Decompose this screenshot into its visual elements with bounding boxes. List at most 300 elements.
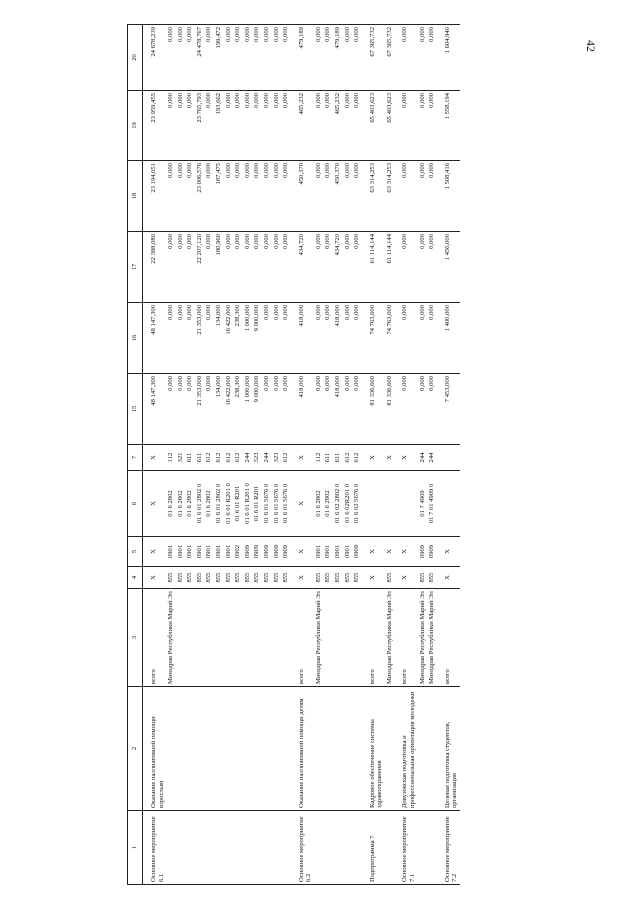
amount-col-19: 0,000 bbox=[185, 91, 195, 161]
amount-col-17: 0,000 bbox=[272, 232, 282, 303]
amount-col-18: 23 194,051 bbox=[143, 161, 167, 232]
rzpr-code: 0901 bbox=[195, 537, 205, 567]
rzpr-code: Х bbox=[362, 537, 385, 567]
amount-col-20: 0,000 bbox=[176, 25, 186, 91]
amount-col-18: 0,000 bbox=[252, 161, 262, 232]
column-header-3: 3 bbox=[128, 589, 143, 687]
amount-col-18: 0,000 bbox=[262, 161, 272, 232]
amount-col-20: 0,000 bbox=[252, 25, 262, 91]
table-row bbox=[314, 25, 324, 885]
event-name bbox=[204, 811, 214, 885]
amount-col-20: 0,000 bbox=[224, 25, 234, 91]
event-description bbox=[418, 687, 428, 811]
csr-code: Х bbox=[291, 471, 314, 537]
amount-col-17: 0,000 bbox=[252, 232, 262, 303]
csr-code: 01 6 2802 bbox=[185, 471, 195, 537]
amount-col-19: 465,232 bbox=[333, 91, 343, 161]
rzpr-code: 0909 bbox=[252, 537, 262, 567]
amount-col-18: 187,475 bbox=[214, 161, 224, 232]
executor bbox=[281, 589, 291, 687]
amount-col-19: 0,000 bbox=[352, 91, 362, 161]
table-row bbox=[343, 25, 353, 885]
amount-col-20: 1 604,940 bbox=[437, 25, 460, 91]
rzpr-code: 0909 bbox=[427, 537, 437, 567]
column-header-20: 20 bbox=[128, 25, 143, 91]
event-name bbox=[224, 811, 234, 885]
amount-col-15: 134,000 bbox=[214, 374, 224, 445]
amount-col-17: 61 114,144 bbox=[362, 232, 385, 303]
csr-code: 01 6 01 5676 0 bbox=[272, 471, 282, 537]
executor: Минздрав Республики Марий Эл bbox=[418, 589, 428, 687]
amount-col-16: 1 400,000 bbox=[437, 303, 460, 374]
amount-col-16: 0,000 bbox=[418, 303, 428, 374]
amount-col-18: 0,000 bbox=[427, 161, 437, 232]
executor bbox=[176, 589, 186, 687]
table-row bbox=[214, 25, 224, 885]
amount-col-15: 0,000 bbox=[204, 374, 214, 445]
event-name bbox=[323, 811, 333, 885]
event-description: Кадровое обеспечение системы здравоохранения bbox=[362, 687, 385, 811]
csr-code: 01 6 2802 bbox=[166, 471, 176, 537]
amount-col-16: 418,000 bbox=[333, 303, 343, 374]
amount-col-15: 9 000,000 bbox=[252, 374, 262, 445]
amount-col-17: 22 207,120 bbox=[195, 232, 205, 303]
amount-col-15: 0,000 bbox=[314, 374, 324, 445]
grbs-code: Х bbox=[437, 567, 460, 589]
event-description bbox=[262, 687, 272, 811]
amount-col-15: 238,300 bbox=[233, 374, 243, 445]
event-name bbox=[418, 811, 428, 885]
amount-col-15: 0,000 bbox=[176, 374, 186, 445]
amount-col-17: 0,000 bbox=[418, 232, 428, 303]
amount-col-15: 0,000 bbox=[323, 374, 333, 445]
amount-col-16: 418,000 bbox=[291, 303, 314, 374]
event-description bbox=[233, 687, 243, 811]
table-row bbox=[291, 25, 314, 885]
amount-col-19: 23 959,455 bbox=[143, 91, 167, 161]
amount-col-18: 450,370 bbox=[291, 161, 314, 232]
amount-col-15: 0,000 bbox=[427, 374, 437, 445]
event-name bbox=[233, 811, 243, 885]
amount-col-15: 0,000 bbox=[418, 374, 428, 445]
vr-code: Х bbox=[362, 445, 385, 471]
rzpr-code: 0901 bbox=[204, 537, 214, 567]
column-header-5: 5 bbox=[128, 537, 143, 567]
amount-col-17: 0,000 bbox=[185, 232, 195, 303]
amount-col-19: 0,000 bbox=[281, 91, 291, 161]
budget-table bbox=[127, 24, 460, 885]
amount-col-20: 0,000 bbox=[418, 25, 428, 91]
amount-col-16: 48 147,300 bbox=[143, 303, 167, 374]
grbs-code: 855 bbox=[272, 567, 282, 589]
grbs-code: 855 bbox=[333, 567, 343, 589]
amount-col-20: 479,189 bbox=[333, 25, 343, 91]
grbs-code: Х bbox=[362, 567, 385, 589]
event-name bbox=[185, 811, 195, 885]
executor bbox=[272, 589, 282, 687]
amount-col-15: 0,000 bbox=[394, 374, 417, 445]
amount-col-19: 0,000 bbox=[204, 91, 214, 161]
vr-code: 612 bbox=[214, 445, 224, 471]
table-row bbox=[281, 25, 291, 885]
csr-code: 01 6 2802 bbox=[176, 471, 186, 537]
event-description: Оказание паллиативной помощи детям bbox=[291, 687, 314, 811]
column-header-7: 7 bbox=[128, 445, 143, 471]
vr-code: 612 bbox=[352, 445, 362, 471]
amount-col-19: 0,000 bbox=[343, 91, 353, 161]
grbs-code: 855 bbox=[185, 567, 195, 589]
grbs-code: 855 bbox=[195, 567, 205, 589]
executor: Минздрав Республики Марий Эл bbox=[427, 589, 437, 687]
executor bbox=[343, 589, 353, 687]
amount-col-18: 0,000 bbox=[233, 161, 243, 232]
amount-col-15: 81 336,600 bbox=[362, 374, 385, 445]
csr-code bbox=[362, 471, 385, 537]
vr-code: 612 bbox=[204, 445, 214, 471]
amount-col-18: 0,000 bbox=[272, 161, 282, 232]
event-name bbox=[352, 811, 362, 885]
column-header-4: 4 bbox=[128, 567, 143, 589]
amount-col-19: 0,000 bbox=[394, 91, 417, 161]
column-header-18: 18 bbox=[128, 161, 143, 232]
table-row bbox=[333, 25, 343, 885]
table-row bbox=[362, 25, 385, 885]
rzpr-code: 0909 bbox=[262, 537, 272, 567]
grbs-code: 855 bbox=[352, 567, 362, 589]
amount-col-16: 0,000 bbox=[204, 303, 214, 374]
amount-col-19: 465,232 bbox=[291, 91, 314, 161]
table-body bbox=[143, 25, 460, 885]
executor bbox=[352, 589, 362, 687]
grbs-code: 855 bbox=[204, 567, 214, 589]
column-header-15: 15 bbox=[128, 374, 143, 445]
vr-code: Х bbox=[143, 445, 167, 471]
csr-code: 01 6 01 2802 0 bbox=[214, 471, 224, 537]
amount-col-18: 0,000 bbox=[185, 161, 195, 232]
amount-col-16: 238,300 bbox=[233, 303, 243, 374]
executor bbox=[252, 589, 262, 687]
vr-code: 323 bbox=[252, 445, 262, 471]
vr-code: 612 bbox=[233, 445, 243, 471]
amount-col-17: 180,960 bbox=[214, 232, 224, 303]
amount-col-19: 65 403,623 bbox=[385, 91, 395, 161]
amount-col-19: 193,662 bbox=[214, 91, 224, 161]
executor bbox=[243, 589, 253, 687]
grbs-code: 855 bbox=[224, 567, 234, 589]
event-description: Оказание паллиативной помощи взрослым bbox=[143, 687, 167, 811]
event-name bbox=[272, 811, 282, 885]
amount-col-17: 0,000 bbox=[323, 232, 333, 303]
event-description: Довузовская подготовка и профессиональная ориентация молодежи bbox=[394, 687, 417, 811]
amount-col-17: 434,720 bbox=[333, 232, 343, 303]
event-description bbox=[224, 687, 234, 811]
amount-col-16: 0,000 bbox=[176, 303, 186, 374]
event-name bbox=[252, 811, 262, 885]
column-header-1: 1 bbox=[128, 811, 143, 885]
amount-col-20: 479,189 bbox=[291, 25, 314, 91]
event-name: Основное мероприятие 6.1 bbox=[143, 811, 167, 885]
amount-col-20: 0,000 bbox=[272, 25, 282, 91]
vr-code: 321 bbox=[176, 445, 186, 471]
rzpr-code: Х bbox=[437, 537, 460, 567]
amount-col-17: 0,000 bbox=[204, 232, 214, 303]
rzpr-code: 0901 bbox=[323, 537, 333, 567]
amount-col-20: 0,000 bbox=[185, 25, 195, 91]
amount-col-17: 0,000 bbox=[233, 232, 243, 303]
amount-col-17: 0,000 bbox=[281, 232, 291, 303]
amount-col-16: 0,000 bbox=[343, 303, 353, 374]
event-description bbox=[427, 687, 437, 811]
amount-col-20: 0,000 bbox=[233, 25, 243, 91]
amount-col-15: 0,000 bbox=[166, 374, 176, 445]
column-header-19: 19 bbox=[128, 91, 143, 161]
vr-code: 611 bbox=[333, 445, 343, 471]
event-name bbox=[333, 811, 343, 885]
amount-col-20: 0,000 bbox=[243, 25, 253, 91]
rzpr-code: 0909 bbox=[272, 537, 282, 567]
table-row bbox=[437, 25, 460, 885]
grbs-code: 855 bbox=[385, 567, 395, 589]
executor: всего bbox=[394, 589, 417, 687]
rzpr-code: Х bbox=[143, 537, 167, 567]
amount-col-19: 0,000 bbox=[233, 91, 243, 161]
amount-col-19: 0,000 bbox=[418, 91, 428, 161]
amount-col-17: 0,000 bbox=[176, 232, 186, 303]
table-row bbox=[385, 25, 395, 885]
column-header-17: 17 bbox=[128, 232, 143, 303]
amount-col-18: 63 314,253 bbox=[385, 161, 395, 232]
executor bbox=[214, 589, 224, 687]
amount-col-17: 0,000 bbox=[262, 232, 272, 303]
amount-col-17: 434,720 bbox=[291, 232, 314, 303]
vr-code: 112 bbox=[314, 445, 324, 471]
amount-col-18: 0,000 bbox=[224, 161, 234, 232]
rzpr-code: 0901 bbox=[343, 537, 353, 567]
amount-col-20: 0,000 bbox=[394, 25, 417, 91]
amount-col-17: 61 114,144 bbox=[385, 232, 395, 303]
table-row bbox=[204, 25, 214, 885]
rzpr-code: 0901 bbox=[333, 537, 343, 567]
event-description bbox=[252, 687, 262, 811]
executor bbox=[323, 589, 333, 687]
event-description bbox=[352, 687, 362, 811]
amount-col-18: 23 006,576 bbox=[195, 161, 205, 232]
grbs-code: 855 bbox=[314, 567, 324, 589]
table-row bbox=[233, 25, 243, 885]
amount-col-20: 0,000 bbox=[166, 25, 176, 91]
rzpr-code: Х bbox=[385, 537, 395, 567]
amount-col-15: 0,000 bbox=[185, 374, 195, 445]
amount-col-19: 0,000 bbox=[314, 91, 324, 161]
event-name bbox=[427, 811, 437, 885]
grbs-code: Х bbox=[291, 567, 314, 589]
amount-col-17: 0,000 bbox=[166, 232, 176, 303]
csr-code bbox=[385, 471, 395, 537]
amount-col-18: 0,000 bbox=[394, 161, 417, 232]
executor: всего bbox=[437, 589, 460, 687]
amount-col-15: 0,000 bbox=[262, 374, 272, 445]
table-row bbox=[176, 25, 186, 885]
amount-col-19: 1 558,194 bbox=[437, 91, 460, 161]
grbs-code: Х bbox=[143, 567, 167, 589]
event-name bbox=[214, 811, 224, 885]
amount-col-17: 0,000 bbox=[394, 232, 417, 303]
event-name bbox=[262, 811, 272, 885]
csr-code: 01 6 02 2802 0 bbox=[333, 471, 343, 537]
table-row bbox=[243, 25, 253, 885]
amount-col-20: 24 478,767 bbox=[195, 25, 205, 91]
vr-code: 244 bbox=[243, 445, 253, 471]
executor: всего bbox=[143, 589, 167, 687]
vr-code bbox=[437, 445, 460, 471]
event-description bbox=[314, 687, 324, 811]
vr-code: Х bbox=[291, 445, 314, 471]
csr-code: 01 6 2802 bbox=[314, 471, 324, 537]
amount-col-16: 0,000 bbox=[281, 303, 291, 374]
rzpr-code: Х bbox=[394, 537, 417, 567]
amount-col-16: 0,000 bbox=[427, 303, 437, 374]
amount-col-16: 0,000 bbox=[262, 303, 272, 374]
event-description bbox=[243, 687, 253, 811]
amount-col-19: 0,000 bbox=[224, 91, 234, 161]
amount-col-20: 67 365,732 bbox=[362, 25, 385, 91]
amount-col-18: 0,000 bbox=[352, 161, 362, 232]
csr-code: 01 6 01 R201 0 bbox=[224, 471, 234, 537]
amount-col-16: 0,000 bbox=[272, 303, 282, 374]
vr-code: 612 bbox=[343, 445, 353, 471]
grbs-code: 855 bbox=[262, 567, 272, 589]
amount-col-16: 0,000 bbox=[185, 303, 195, 374]
amount-col-15: 418,000 bbox=[291, 374, 314, 445]
amount-col-20: 0,000 bbox=[427, 25, 437, 91]
amount-col-16: 9 000,000 bbox=[252, 303, 262, 374]
vr-code: 611 bbox=[185, 445, 195, 471]
event-name bbox=[281, 811, 291, 885]
vr-code: 244 bbox=[418, 445, 428, 471]
grbs-code: 855 bbox=[343, 567, 353, 589]
executor bbox=[333, 589, 343, 687]
rzpr-code: 0901 bbox=[176, 537, 186, 567]
grbs-code: 855 bbox=[281, 567, 291, 589]
event-description bbox=[281, 687, 291, 811]
amount-col-20: 24 678,239 bbox=[143, 25, 167, 91]
grbs-code: 855 bbox=[233, 567, 243, 589]
csr-code: 01 6 01 5676 0 bbox=[262, 471, 272, 537]
executor bbox=[185, 589, 195, 687]
executor: Минздрав Республики Марий Эл bbox=[385, 589, 395, 687]
amount-col-15: 0,000 bbox=[343, 374, 353, 445]
csr-code: 01 6 02R201 0 bbox=[343, 471, 353, 537]
event-name bbox=[343, 811, 353, 885]
csr-code: 01 6 2802 bbox=[323, 471, 333, 537]
amount-col-20: 0,000 bbox=[281, 25, 291, 91]
rzpr-code: 0901 bbox=[166, 537, 176, 567]
csr-code: 01 6 01 R201 bbox=[233, 471, 243, 537]
csr-code: 01 6 01 5676 0 bbox=[281, 471, 291, 537]
amount-col-15: 16 422,000 bbox=[224, 374, 234, 445]
event-name: Основное мероприятие 7.2 bbox=[437, 811, 460, 885]
csr-code: 01 6 01 R201 bbox=[252, 471, 262, 537]
amount-col-17: 1 456,000 bbox=[437, 232, 460, 303]
vr-code: 611 bbox=[195, 445, 205, 471]
rzpr-code: 0901 bbox=[214, 537, 224, 567]
event-description bbox=[195, 687, 205, 811]
amount-col-15: 0,000 bbox=[272, 374, 282, 445]
csr-code: 01 7 4909 bbox=[418, 471, 428, 537]
rzpr-code: 0909 bbox=[243, 537, 253, 567]
amount-col-16: 134,000 bbox=[214, 303, 224, 374]
csr-code bbox=[394, 471, 417, 537]
amount-col-16: 0,000 bbox=[166, 303, 176, 374]
column-header-6: 6 bbox=[128, 471, 143, 537]
amount-col-16: 0,000 bbox=[394, 303, 417, 374]
table-row bbox=[262, 25, 272, 885]
executor bbox=[204, 589, 214, 687]
table-row bbox=[427, 25, 437, 885]
amount-col-17: 0,000 bbox=[314, 232, 324, 303]
amount-col-17: 22 388,080 bbox=[143, 232, 167, 303]
amount-col-18: 63 314,253 bbox=[362, 161, 385, 232]
event-description bbox=[272, 687, 282, 811]
grbs-code: Х bbox=[394, 567, 417, 589]
amount-col-19: 0,000 bbox=[427, 91, 437, 161]
event-name: Основное мероприятие 7.1 bbox=[394, 811, 417, 885]
event-name bbox=[166, 811, 176, 885]
amount-col-16: 0,000 bbox=[323, 303, 333, 374]
table-row bbox=[224, 25, 234, 885]
amount-col-16: 16 422,000 bbox=[224, 303, 234, 374]
amount-col-20: 199,472 bbox=[214, 25, 224, 91]
amount-col-16: 1 000,000 bbox=[243, 303, 253, 374]
amount-col-18: 0,000 bbox=[281, 161, 291, 232]
amount-col-18: 0,000 bbox=[204, 161, 214, 232]
amount-col-19: 23 765,793 bbox=[195, 91, 205, 161]
vr-code: 611 bbox=[323, 445, 333, 471]
event-description bbox=[323, 687, 333, 811]
table-row bbox=[195, 25, 205, 885]
amount-col-15: 0,000 bbox=[352, 374, 362, 445]
rzpr-code: 0909 bbox=[418, 537, 428, 567]
csr-code: 01 6 02 5676 0 bbox=[352, 471, 362, 537]
executor bbox=[195, 589, 205, 687]
event-name bbox=[243, 811, 253, 885]
event-description bbox=[166, 687, 176, 811]
event-name: Подпрограмма 7 bbox=[362, 811, 385, 885]
event-description bbox=[343, 687, 353, 811]
amount-col-17: 0,000 bbox=[352, 232, 362, 303]
amount-col-20: 67 365,732 bbox=[385, 25, 395, 91]
event-description bbox=[385, 687, 395, 811]
amount-col-19: 0,000 bbox=[176, 91, 186, 161]
event-description bbox=[214, 687, 224, 811]
vr-code: Х bbox=[394, 445, 417, 471]
executor bbox=[262, 589, 272, 687]
column-header-2: 2 bbox=[128, 687, 143, 811]
rzpr-code: 0909 bbox=[352, 537, 362, 567]
amount-col-19: 0,000 bbox=[323, 91, 333, 161]
csr-code bbox=[437, 471, 460, 537]
amount-col-20: 0,000 bbox=[352, 25, 362, 91]
event-name bbox=[314, 811, 324, 885]
executor: Минздрав Республики Марий Эл bbox=[166, 589, 176, 687]
amount-col-19: 65 403,623 bbox=[362, 91, 385, 161]
amount-col-18: 0,000 bbox=[166, 161, 176, 232]
amount-col-15: 48 147,300 bbox=[143, 374, 167, 445]
table-row bbox=[352, 25, 362, 885]
amount-col-20: 0,000 bbox=[323, 25, 333, 91]
event-name: Основное мероприятие 6.2 bbox=[291, 811, 314, 885]
event-description bbox=[185, 687, 195, 811]
